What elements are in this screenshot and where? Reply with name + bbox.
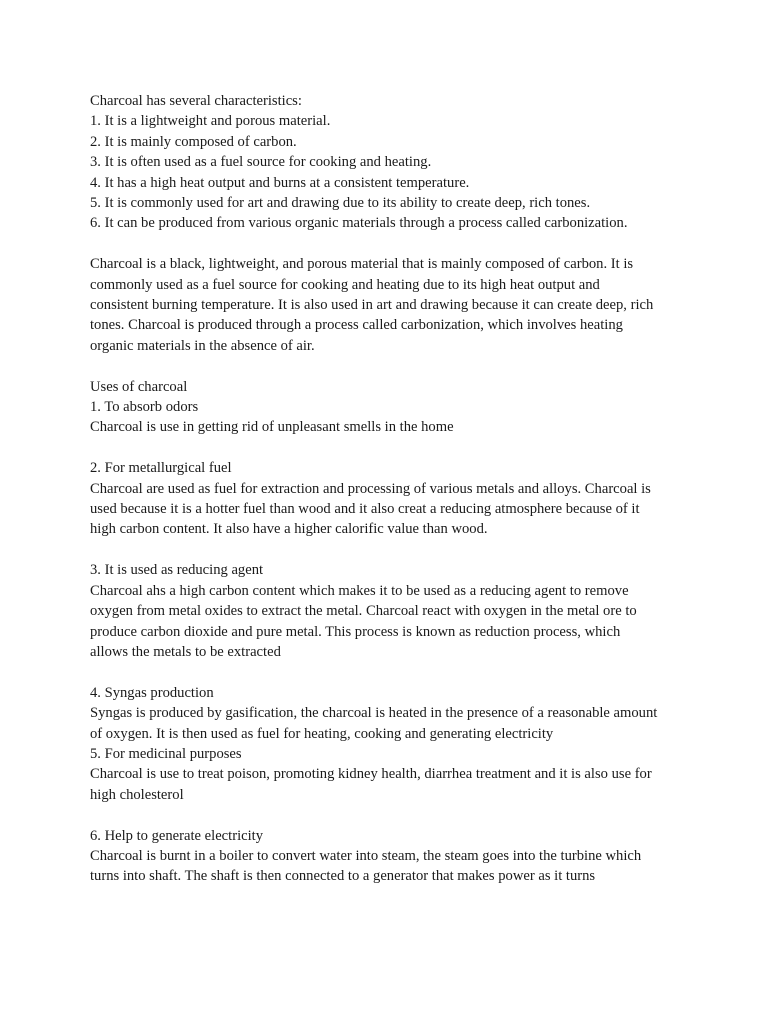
use-item-text: of oxygen. It is then used as fuel for heating, cooking and generating electricity xyxy=(90,725,554,742)
use-item-syngas-production xyxy=(90,683,680,744)
document-page xyxy=(90,91,680,887)
paragraph-gap xyxy=(90,540,680,560)
summary-paragraph xyxy=(90,254,680,356)
paragraph-gap xyxy=(90,662,680,682)
use-item-text: Charcoal is use to treat poison, promoting kidney health, diarrhea treatment and it is also use for xyxy=(90,766,652,783)
use-item-title: 1. To absorb odors xyxy=(90,399,199,416)
uses-heading: Uses of charcoal xyxy=(90,378,188,395)
uses-section xyxy=(90,377,680,887)
use-item-text: produce carbon dioxide and pure metal. This process is known as reduction process, which xyxy=(90,623,621,640)
use-item-text: Charcoal ahs a high carbon content which makes it to be used as a reducing agent to remove xyxy=(90,582,629,599)
use-item-text: allows the metals to be extracted xyxy=(90,643,281,660)
use-item-text: oxygen from metal oxides to extract the metal. Charcoal react with oxygen in the metal ore to xyxy=(90,603,637,620)
use-item-text: Charcoal is use in getting rid of unpleasant smells in the home xyxy=(90,419,454,436)
summary-line: commonly used as a fuel source for cooking and heating due to its high heat output and xyxy=(90,276,600,293)
characteristic-item: 4. It has a high heat output and burns at a consistent temperature. xyxy=(90,174,470,191)
use-item-reducing-agent xyxy=(90,560,680,662)
characteristics-heading: Charcoal has several characteristics: xyxy=(90,93,302,109)
paragraph-gap xyxy=(90,356,680,376)
use-item-generate-electricity xyxy=(90,826,680,887)
characteristic-item: 3. It is often used as a fuel source for cooking and heating. xyxy=(90,154,432,171)
use-item-title: 4. Syngas production xyxy=(90,684,214,701)
use-item-title: 6. Help to generate electricity xyxy=(90,827,264,844)
characteristic-item: 1. It is a lightweight and porous material. xyxy=(90,113,331,130)
paragraph-gap xyxy=(90,438,680,458)
characteristic-item: 5. It is commonly used for art and drawing due to its ability to create deep, rich tones. xyxy=(90,195,591,212)
use-item-title: 2. For metallurgical fuel xyxy=(90,460,232,477)
paragraph-gap xyxy=(90,234,680,254)
characteristic-item: 2. It is mainly composed of carbon. xyxy=(90,133,297,150)
summary-line: organic materials in the absence of air. xyxy=(90,337,315,354)
use-item-absorb-odors xyxy=(90,397,680,438)
use-item-title: 5. For medicinal purposes xyxy=(90,745,242,762)
use-item-text: high cholesterol xyxy=(90,786,184,803)
summary-line: Charcoal is a black, lightweight, and porous material that is mainly composed of carbon. It is xyxy=(90,256,634,273)
use-item-title: 3. It is used as reducing agent xyxy=(90,562,264,579)
use-item-text: Charcoal are used as fuel for extraction and processing of various metals and alloys. Charcoal is xyxy=(90,480,651,497)
use-item-text: used because it is a hotter fuel than wood and it also creat a reducing atmosphere because of it xyxy=(90,501,640,518)
use-item-metallurgical-fuel xyxy=(90,458,680,540)
characteristic-item: 6. It can be produced from various organic materials through a process called carbonization. xyxy=(90,215,628,232)
use-item-text: Charcoal is burnt in a boiler to convert water into steam, the steam goes into the turbine which xyxy=(90,847,642,864)
use-item-text: high carbon content. It also have a higher calorific value than wood. xyxy=(90,521,488,538)
paragraph-gap xyxy=(90,805,680,825)
characteristics-section xyxy=(90,91,680,234)
use-item-text: Syngas is produced by gasification, the charcoal is heated in the presence of a reasonable amount xyxy=(90,705,658,722)
use-item-medicinal-purposes xyxy=(90,744,680,805)
summary-line: consistent burning temperature. It is also used in art and drawing because it can create deep, rich xyxy=(90,297,654,314)
summary-line: tones. Charcoal is produced through a process called carbonization, which involves heating xyxy=(90,317,623,334)
use-item-text: turns into shaft. The shaft is then connected to a generator that makes power as it turns xyxy=(90,868,596,885)
